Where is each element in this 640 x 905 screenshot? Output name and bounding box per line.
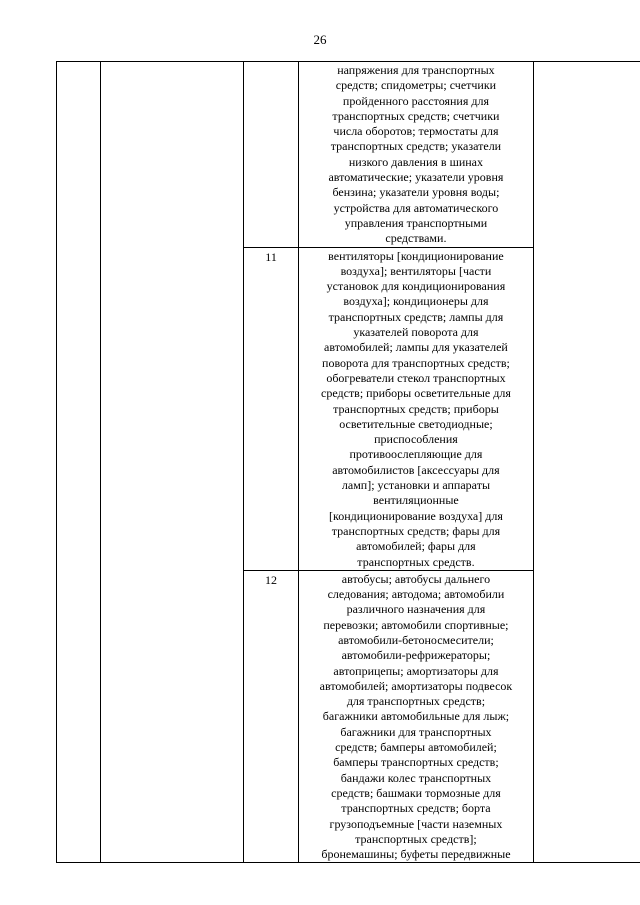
goods-description-cell: [299, 570, 533, 863]
page-number: 26: [313, 32, 327, 47]
class-number-cell: [243, 247, 298, 570]
class-number-cell: [243, 62, 298, 248]
goods-description: напряжения для транспортных средств; спидометры; счетчики пройденного расстояния для транспортных средств; счетчики числа оборотов; термостаты для транспортных средств; указатели низкого давления в шинах автоматические; указатели уровня бензина; указатели уровня воды; устройства для автоматического управления транспортными средствами.: [328, 63, 504, 246]
goods-description-cell: [299, 247, 533, 570]
table-row: [57, 62, 640, 248]
class-number-cell: [243, 570, 298, 863]
blank-cell-2: [101, 62, 244, 863]
goods-table: [56, 61, 640, 863]
class-number: 11: [265, 249, 277, 264]
blank-cell-1: [57, 62, 101, 863]
goods-description: автобусы; автобусы дальнего следования; автодома; автомобили различного назначения для перевозки; автомобили спортивные; автомобили-бетоносмесители; автомобили-рефрижераторы; автоприцепы; амортизаторы для автомобилей; амортизаторы подвесок для транспортных средств; багажники автомобильные для лыж; багажники для транспортных средств; бамперы автомобилей; бамперы транспортных средств; бандажи колес транспортных средств; башмаки тормозные для транспортных средств; борта грузоподъемные [части наземных транспортных средств]; бронемашины; буфеты передвижные: [319, 571, 513, 862]
class-number: 12: [265, 572, 278, 587]
goods-description: вентиляторы [кондиционирование воздуха]; вентиляторы [части установок для кондиционирования воздуха]; кондиционеры для транспортных средств; лампы для указателей поворота для автомобилей; лампы для указателей поворота для транспортных средств; обогреватели стекол транспортных средств; приборы осветительные для транспортных средств; приборы осветительные светодиодные; приспособления противоослепляющие для автомобилистов [аксессуары для ламп]; установки и аппараты вентиляционные [кондиционирование воздуха] для транспортных средств; фары для автомобилей; фары для транспортных средств.: [321, 248, 511, 569]
goods-description-cell: [299, 62, 533, 248]
blank-cell-5: [533, 62, 640, 863]
